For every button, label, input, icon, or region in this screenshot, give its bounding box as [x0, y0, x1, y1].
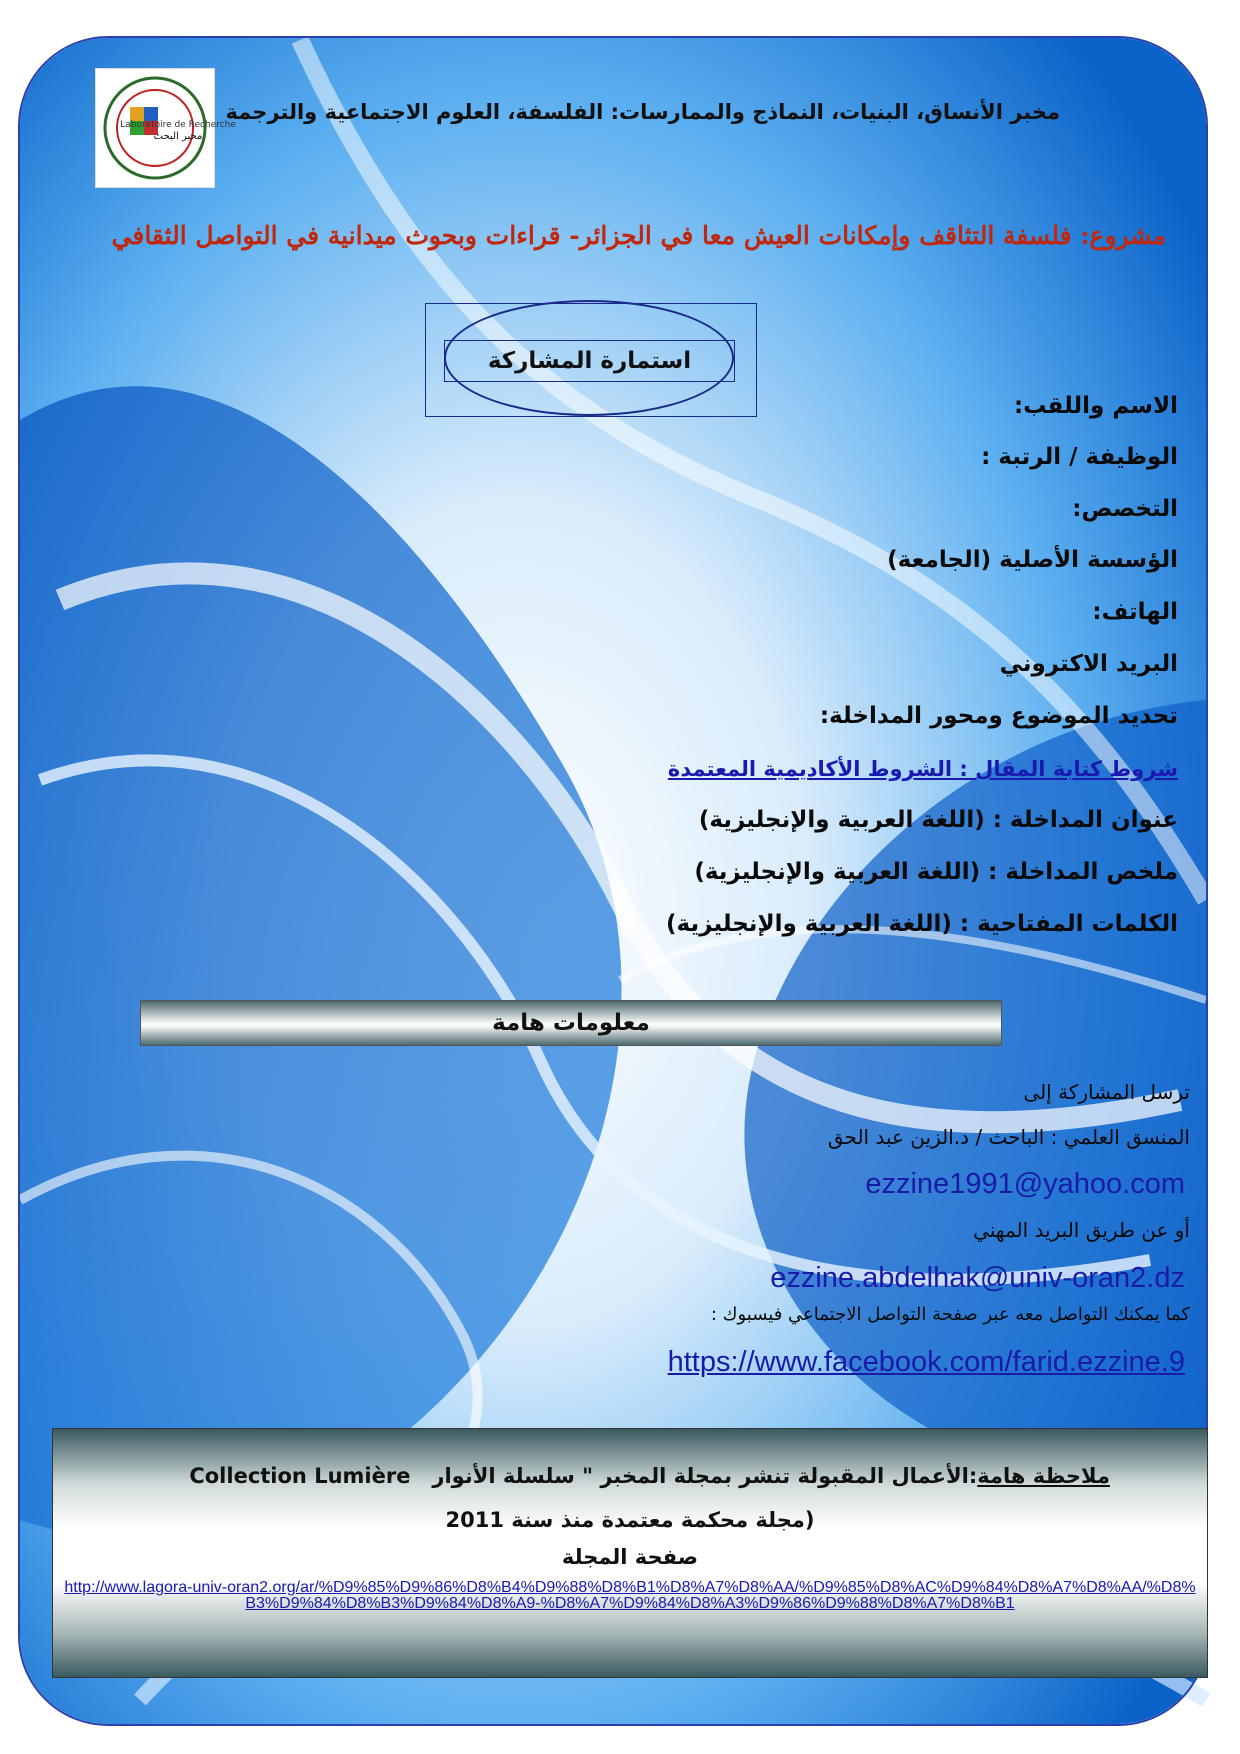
important-info-title: معلومات هامة — [492, 1010, 650, 1036]
project-title: مشروع: فلسفة التثاقف وإمكانات العيش معا في الجزائر- قراءات وبحوث ميدانية في التواصل الثقافي — [111, 221, 1166, 250]
note-line-1 — [189, 1464, 1110, 1488]
send-to-text: ترسل المشاركة إلى — [1023, 1080, 1190, 1104]
coordinator-text: المنسق العلمي : الباحث / د.الزين عبد الحق — [827, 1125, 1190, 1149]
field-topic: تحديد الموضوع ومحور المداخلة: — [819, 703, 1178, 729]
field-institution: الؤسسة الأصلية (الجامعة) — [887, 547, 1178, 573]
note-label: ملاحظة هامة — [977, 1464, 1110, 1488]
logo-arabic: مخبر البحث — [153, 131, 203, 142]
field-phone: الهاتف: — [1092, 599, 1178, 625]
form-title: استمارة المشاركة — [487, 348, 692, 374]
facebook-note: كما يمكنك التواصل معه عبر صفحة التواصل الاجتماعي فيسبوك : — [710, 1304, 1190, 1325]
collection-name: Collection Lumière — [189, 1464, 411, 1488]
professional-email-text: أو عن طريق البريد المهني — [973, 1218, 1190, 1242]
field-email: البريد الاكتروني — [999, 651, 1178, 677]
field-keywords: الكلمات المفتاحية : (اللغة العربية والإنجليزية) — [666, 911, 1178, 937]
conditions-link[interactable]: شروط كتابة المقال : الشروط الأكاديمية المعتمدة — [667, 757, 1178, 781]
note-line-2: (مجلة محكمة معتمدة منذ سنة 2011 — [445, 1508, 815, 1532]
journal-page-label: صفحة المجلة — [561, 1545, 699, 1569]
facebook-link[interactable]: https://www.facebook.com/farid.ezzine.9 — [667, 1346, 1185, 1378]
note-text: :الأعمال المقبولة تنشر بمجلة المخبر " سلسلة الأنوار — [432, 1464, 978, 1488]
email-yahoo-link[interactable]: ezzine1991@yahoo.com — [865, 1168, 1185, 1200]
email-university-link[interactable]: ezzine.abdelhak@univ-oran2.dz — [770, 1262, 1185, 1294]
logo-text: Laboratoire de Recherche — [120, 120, 236, 130]
laboratory-logo — [95, 68, 236, 188]
field-paper-title: عنوان المداخلة : (اللغة العربية والإنجليزية) — [698, 807, 1178, 833]
field-specialty: التخصص: — [1072, 496, 1178, 522]
field-name: الاسم واللقب: — [1014, 393, 1178, 419]
journal-url-link[interactable]: http://www.lagora-univ-oran2.org/ar/%D9%85%D9%86%D8%B4%D9%88%D8%B1%D8%A7%D8%AA/%D9%85%D8%AC%D9%84%D8%A7%D8%AA/%D8%B3%D9%84%D8%B3%D9%84%D8%A9-%D8%A7%D9%84%D8%A3%D9%86%D9%88%D8%A7%D8%B1 — [64, 1579, 1196, 1612]
field-abstract: ملخص المداخلة : (اللغة العربية والإنجليزية) — [694, 859, 1178, 885]
lab-name: مخبر الأنساق، البنيات، النماذج والممارسات: الفلسفة، العلوم الاجتماعية والترجمة — [225, 100, 1060, 124]
field-position: الوظيفة / الرتبة : — [981, 444, 1178, 470]
